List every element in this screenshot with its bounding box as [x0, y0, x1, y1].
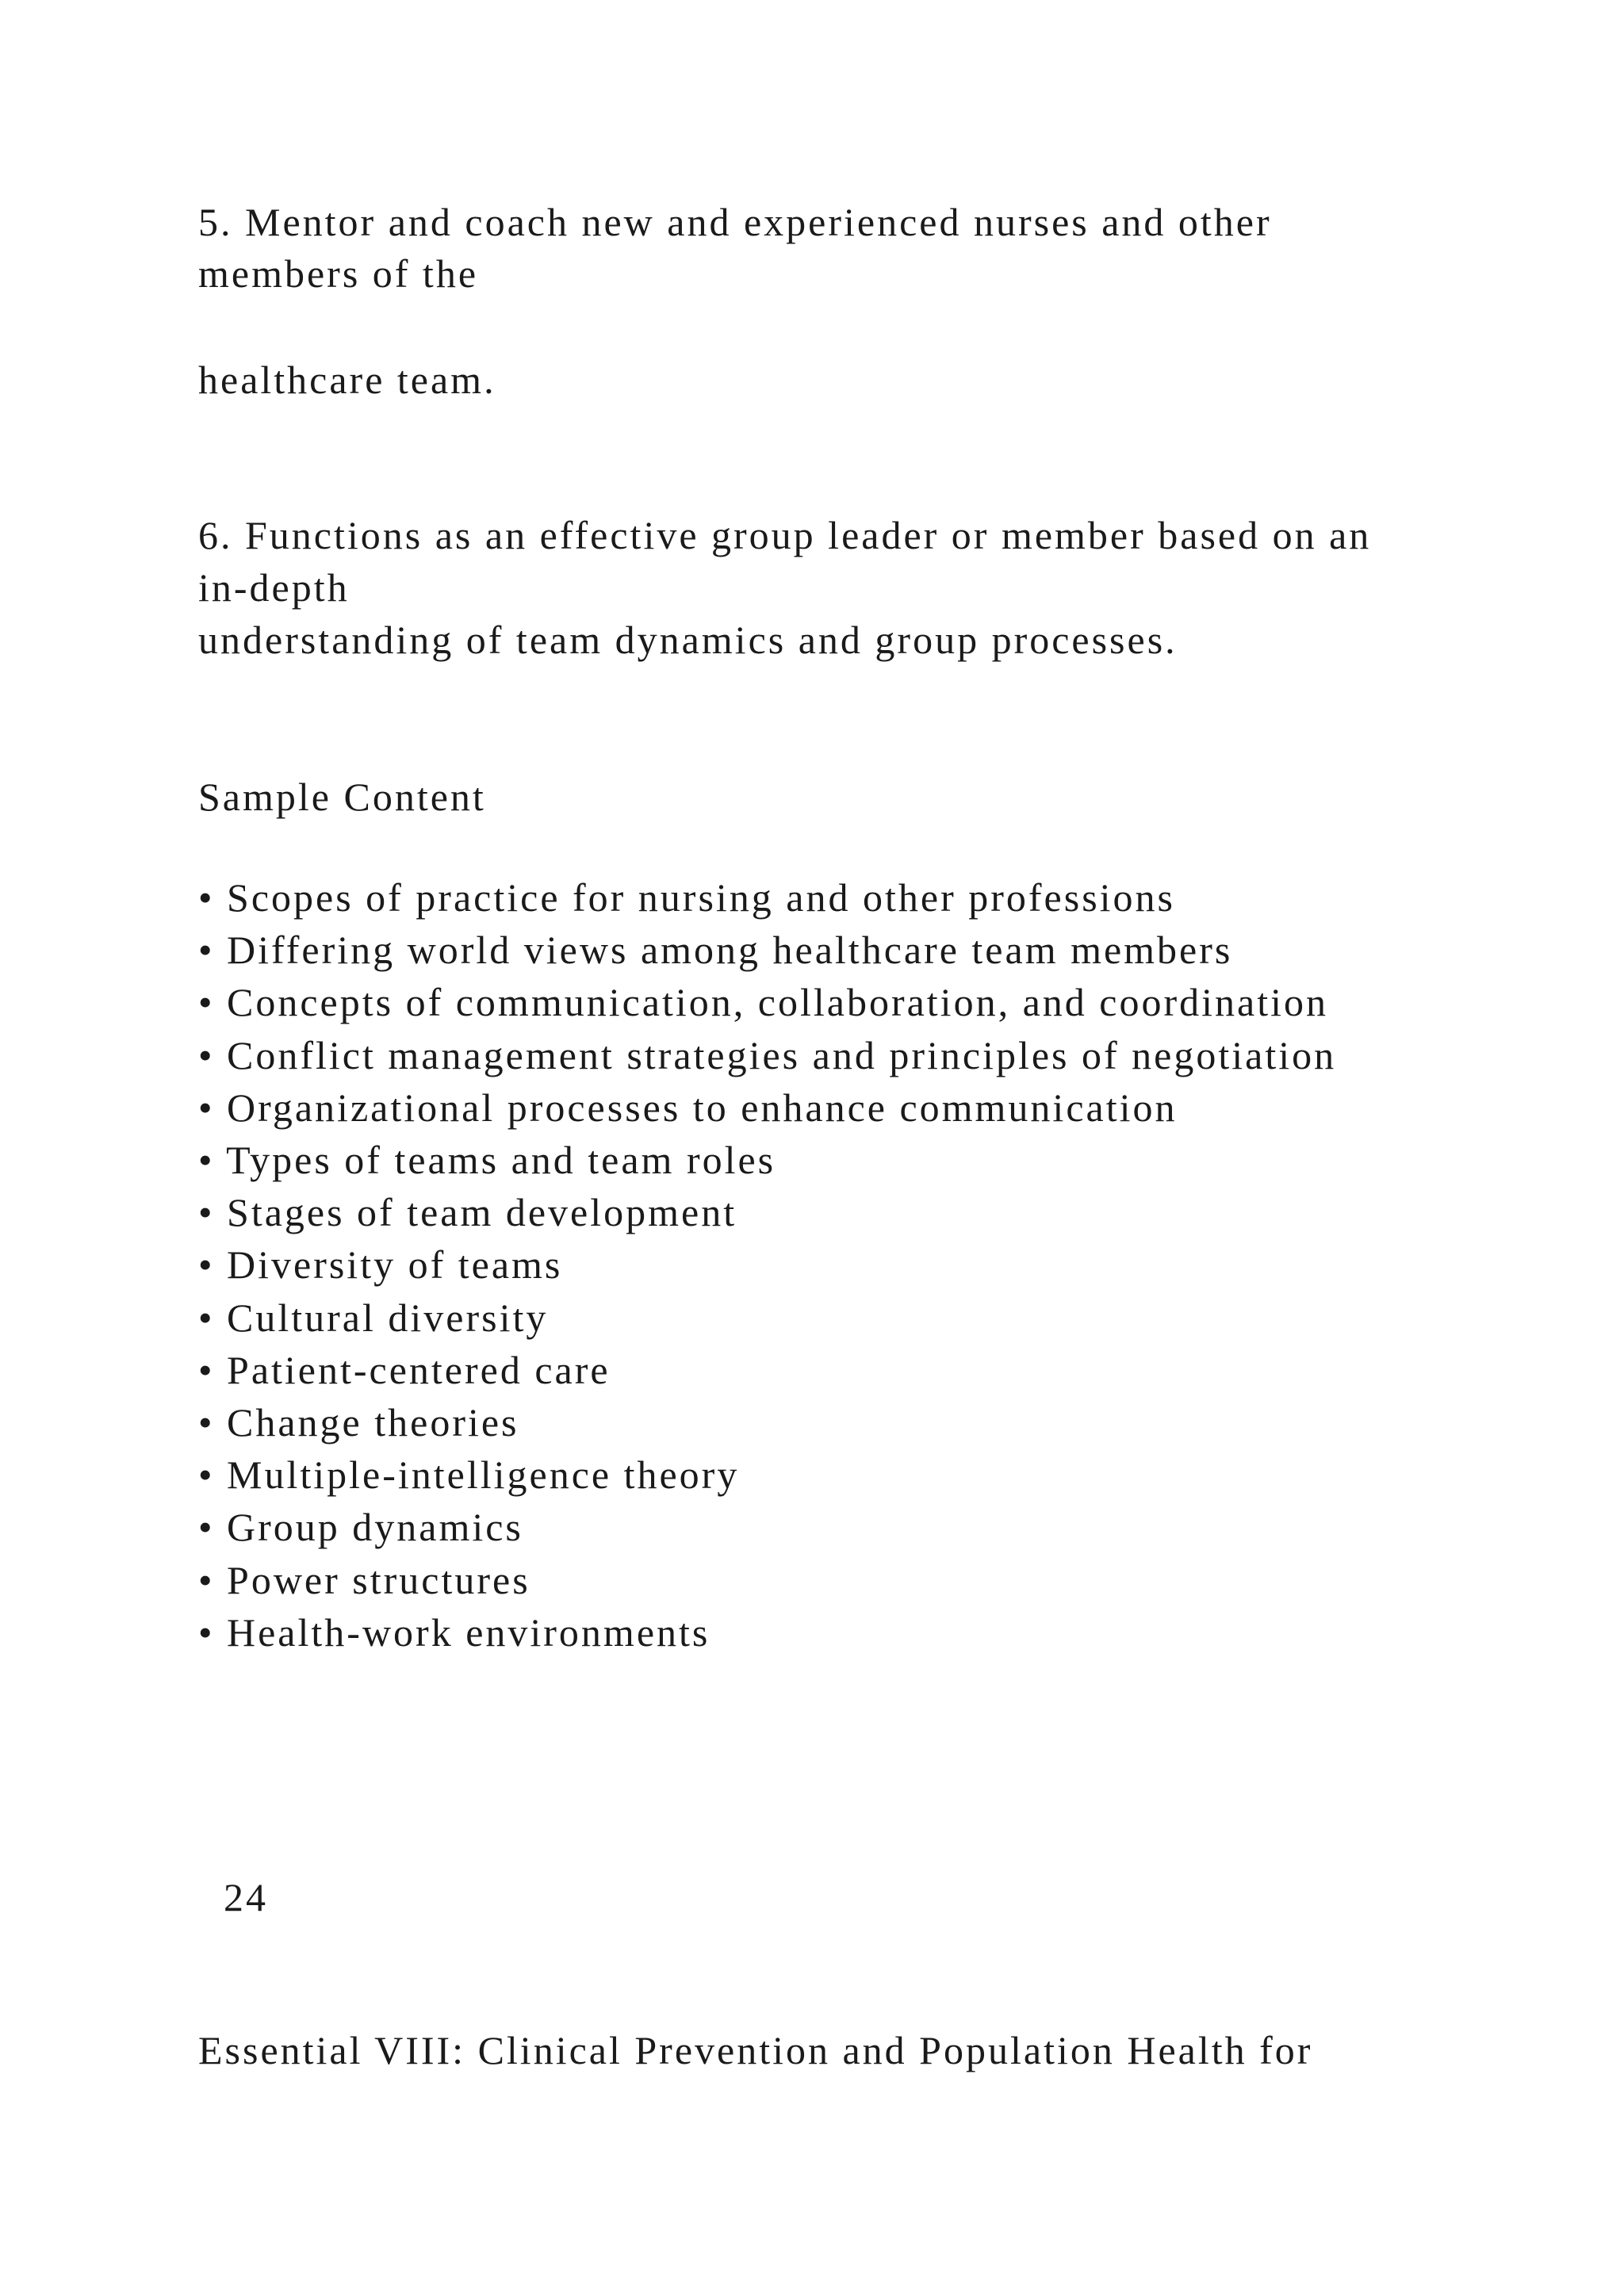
item5-line3: healthcare team. — [198, 358, 496, 402]
list-item: • Differing world views among healthcare team members — [198, 928, 1233, 973]
list-item: • Stages of team development — [198, 1190, 737, 1235]
list-item: • Conflict management strategies and principles of negotiation — [198, 1032, 1337, 1077]
list-item: • Types of teams and team roles — [198, 1138, 776, 1183]
list-item: • Organizational processes to enhance communication — [198, 1085, 1178, 1130]
next-section-heading: Essential VIII: Clinical Prevention and Population Health for — [198, 2028, 1313, 2072]
sample-content-list — [198, 871, 1336, 1659]
sample-content-heading: Sample Content — [198, 775, 486, 819]
list-item: • Health-work environments — [198, 1609, 710, 1655]
item6-line2: in-depth — [198, 565, 350, 610]
list-item: • Concepts of communication, collaboration, and coordination — [198, 980, 1328, 1025]
list-item: • Group dynamics — [198, 1505, 523, 1550]
list-item: • Diversity of teams — [198, 1242, 563, 1288]
item5-line2: members of the — [198, 251, 479, 296]
list-item: • Scopes of practice for nursing and other professions — [198, 875, 1175, 920]
item5-line1: 5. Mentor and coach new and experienced nurses and other — [198, 200, 1272, 244]
list-item: • Multiple-intelligence theory — [198, 1452, 740, 1498]
list-item: • Cultural diversity — [198, 1295, 549, 1340]
list-item: • Power structures — [198, 1557, 530, 1602]
item6-line3: understanding of team dynamics and group processes. — [198, 618, 1178, 662]
item6-line1: 6. Functions as an effective group leader or member based on an — [198, 513, 1372, 557]
list-item: • Change theories — [198, 1400, 519, 1445]
page-number: 24 — [224, 1875, 268, 1919]
list-item: • Patient-centered care — [198, 1347, 611, 1392]
